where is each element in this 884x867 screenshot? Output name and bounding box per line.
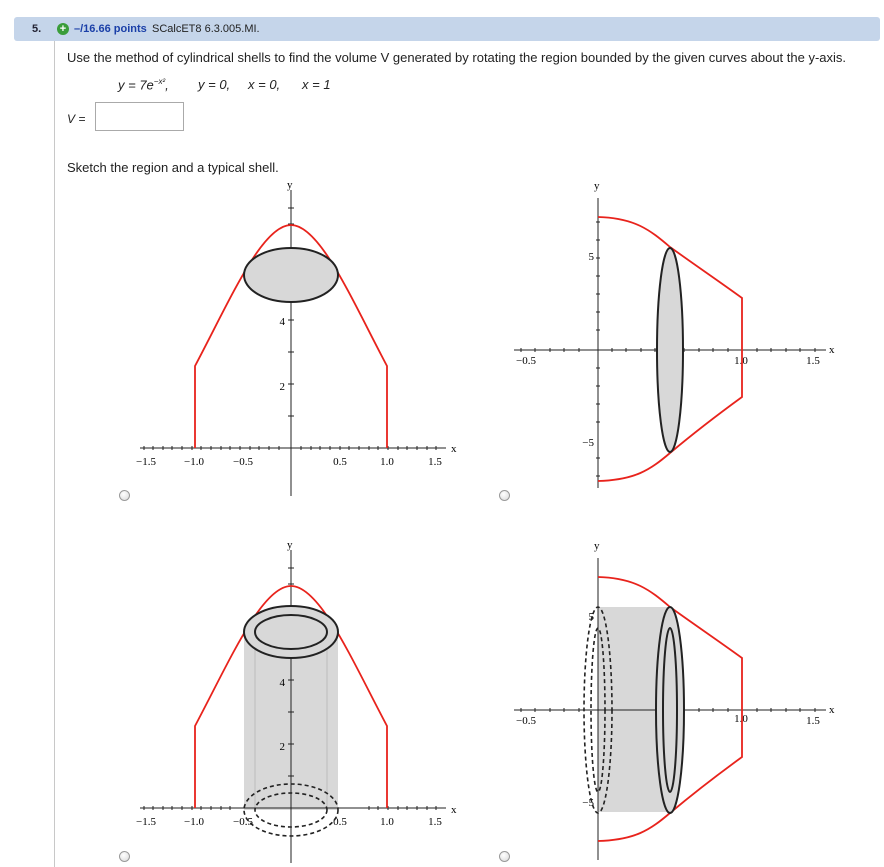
graph-a-minor-ticks [144,208,436,450]
graph-c-x-label: x [451,804,457,816]
graph-a-x-label: x [451,443,457,455]
graph-c-ytick: 2 [279,741,285,753]
points-link[interactable]: –/16.66 points [74,23,147,35]
graph-c-xtick: 1.5 [428,816,442,828]
graph-a-xtick: 1.5 [428,456,442,468]
graph-a-xtick: 0.5 [333,456,347,468]
graph-c-inner-top [255,615,327,649]
option-b-radio[interactable] [499,490,510,501]
volume-label: V = [67,112,86,126]
option-d-radio[interactable] [499,851,510,862]
equation-1: $y = 7e^{-x^2}$, [118,77,169,93]
graph-d-ytick: −5 [582,797,594,809]
question-number: 5. [32,23,42,35]
graph-b-ytick: −5 [582,437,594,449]
equation-4: x = 1 [302,77,331,92]
graph-d-ytick: 5 [588,611,594,623]
graph-c [136,539,457,863]
graph-a-shell [244,248,338,302]
option-c-radio[interactable] [119,851,130,862]
graph-b-xtick: 1.0 [734,355,748,367]
graph-a-ytick: 4 [279,316,285,328]
graph-c-xtick: 0.5 [333,816,347,828]
graph-c-xtick: −1.5 [136,816,156,828]
graph-d-inner-shell [663,628,677,792]
question-prompt: Use the method of cylindrical shells to find the volume V generated by rotating the region bounded by the given curves about the y-axis. [67,50,847,65]
graph-d-y-label: y [594,540,600,552]
graph-b-xtick: −0.5 [516,355,536,367]
option-a-radio[interactable] [119,490,130,501]
sketch-prompt: Sketch the region and a typical shell. [67,160,279,175]
graph-c-xtick: 1.0 [380,816,394,828]
question-source: SCalcET8 6.3.005.MI. [152,23,260,35]
graph-d [514,540,835,860]
graph-d-xtick: −0.5 [516,715,536,727]
graph-a-xtick: −1.5 [136,456,156,468]
equation-3: x = 0, [248,77,281,92]
graph-c-y-label: y [287,539,293,551]
graph-b [514,180,835,488]
graph-b-y-label: y [594,180,600,192]
graph-c-xtick: −0.5 [233,816,253,828]
graph-a-y-label: y [287,179,293,191]
graph-c-xtick: −1.0 [184,816,204,828]
expand-plus-icon[interactable]: + [57,23,69,35]
graph-a-xtick: −1.0 [184,456,204,468]
graph-d-xtick: 1.5 [806,715,820,727]
equation-2: y = 0, [198,77,231,92]
graph-b-x-label: x [829,344,835,356]
graph-b-shell [657,248,683,452]
graph-b-xtick: 1.5 [806,355,820,367]
graph-d-x-label: x [829,704,835,716]
graph-a-xtick: 1.0 [380,456,394,468]
graph-b-ytick: 5 [588,251,594,263]
graph-c-ytick: 4 [279,677,285,689]
graph-d-xtick: 1.0 [734,713,748,725]
graph-a-xtick: −0.5 [233,456,253,468]
graph-a-ytick: 2 [279,381,285,393]
graph-a [136,179,457,496]
